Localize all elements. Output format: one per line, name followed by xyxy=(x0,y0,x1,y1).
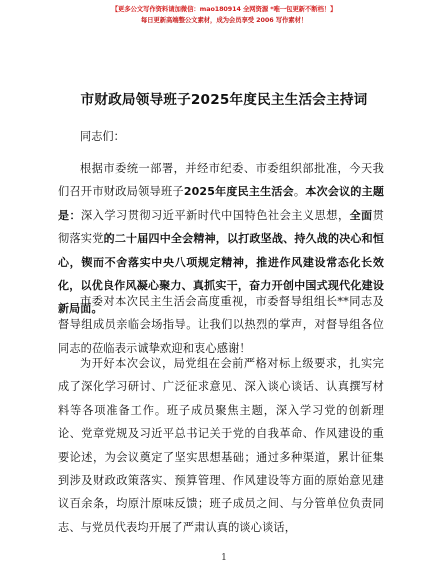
promo-banner-line-1: 【更多公文写作资料请加微信：mao180914 全网资源 *唯一包更新不断档！】 xyxy=(111,5,337,13)
paragraph-1-text-c: 贯彻落实党 xyxy=(58,208,385,246)
paragraph-1-text-b: 。 xyxy=(293,185,306,199)
paragraph-1-text-d: 的二十届四中全会精神，以打政坚战、持久战的决心和恒心，锲而不舍落实中央八项规定精神，推进作风建设常态化长效化，以优良作风凝心聚力、真抓实干，奋力开创中国式现代化建设新局面。 xyxy=(58,232,384,316)
paragraph-2: 市委对本次民主生活会高度重视，市委督导组组长**同志及督导组成员亲临会场指导。让我们以热烈的掌声，对督导组各位同志的莅临表示诚挚欢迎和衷心感谢！ xyxy=(58,295,384,355)
salutation: 同志们： xyxy=(80,130,125,143)
paragraph-1-text-bold: 全面 xyxy=(349,208,373,222)
paragraph-1-text-a: 根据市委统一部署，并经市纪委、市委组织部批准，今天我们召开市财政局领导班子 xyxy=(58,162,384,199)
promo-banner-line-2: 每日更新高端整公文素材，成为会员享受 2006 写作素材！ xyxy=(140,16,308,24)
paragraph-1-theme-text: 深入学习贯彻习近平新时代中国特色社会主义思想， xyxy=(81,208,350,222)
page-number: 1 xyxy=(221,553,227,563)
paragraph-1-theme-label: 本次会议的主题是： xyxy=(58,185,385,222)
paragraph-1-meeting-name: 2025年度民主生活会 xyxy=(183,185,294,199)
paragraph-3: 为开好本次会议，局党组在会前严格对标上级要求，扎实完成了深化学习研讨、广泛征求意见、深入谈心谈话、认真撰写材料等各项准备工作。班子成员聚焦主题，深入学习党的创新理论、党章党规及习近平总书记关于党的自我革命、作风建设的重要论述，为会议奠定了坚实思想基础；通过多种渠道，累计征集到涉及财政政策落实、预算管理、作风建设等方面的原始意见建议百余条，均原汁原味反馈；班子成员之间、与分管单位负责同志、与党员代表均开展了严肃认真的谈心谈话， xyxy=(58,357,384,534)
document-title: 市财政局领导班子2025年度民主生活会主持词 xyxy=(80,92,368,108)
